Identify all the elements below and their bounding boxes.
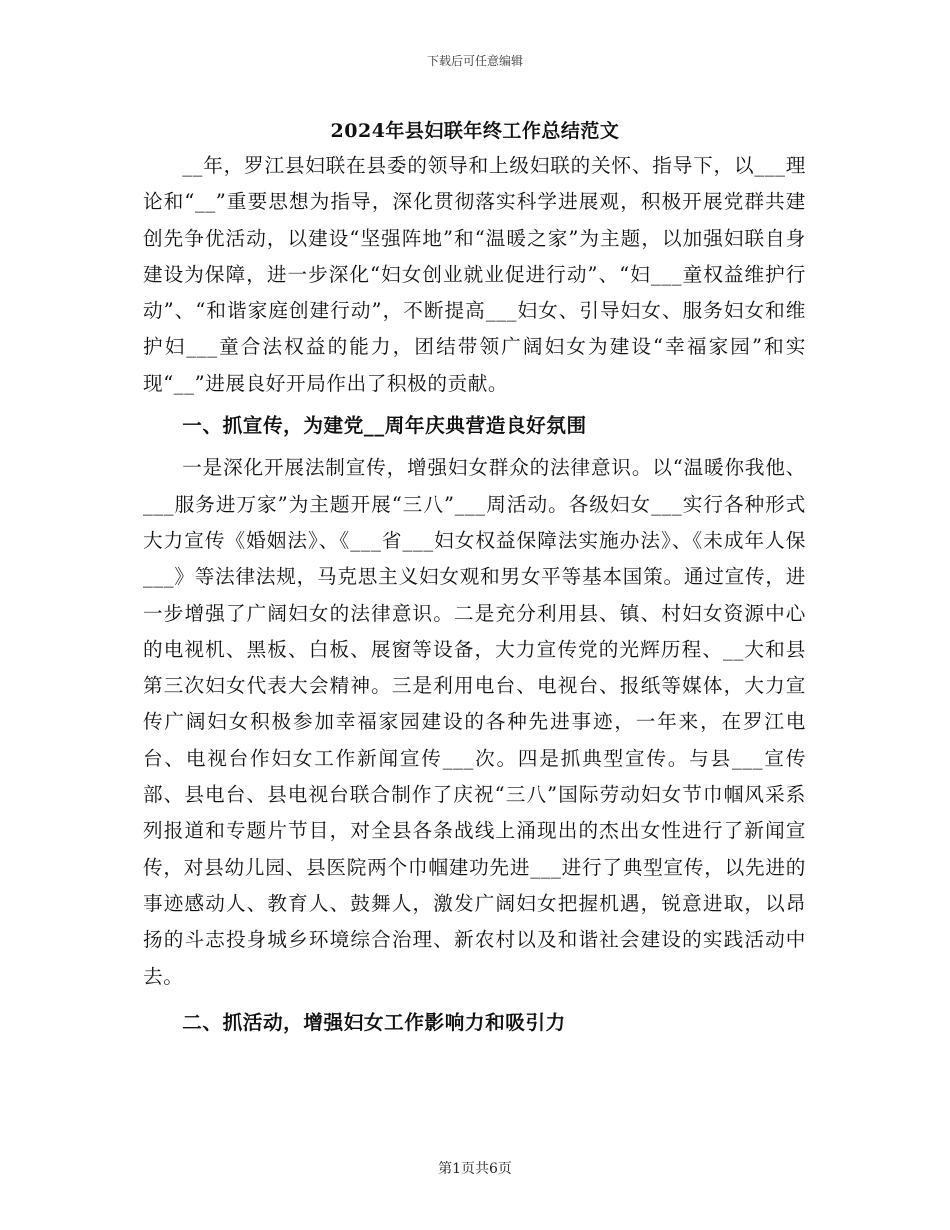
page-number: 第1页共6页 <box>438 1161 512 1177</box>
intro-paragraph: __年，罗江县妇联在县委的领导和上级妇联的关怀、指导下，以___理论和“__”重要思想为指导，深化贯彻落实科学进展观，积极开展党群共建创先争优活动，以建设“坚强阵地”和“温暖之家”为主题，以加强妇联自身建设为保障，进一步深化“妇女创业就业促进行动”、“妇___童权益维护行动”、“和谐家庭创建行动”，不断提高___妇女、引导妇女、服务妇女和维护妇___童合法权益的能力，团结带领广阔妇女为建设“幸福家园”和实现“__”进展良好开局作出了积极的贡献。 <box>143 154 806 395</box>
section-heading-2: 二、抓活动，增强妇女工作影响力和吸引力 <box>182 1010 566 1034</box>
header-note: 下载后可任意编辑 <box>426 54 523 68</box>
section-1-paragraph: 一是深化开展法制宣传，增强妇女群众的法律意识。以“温暖你我他、___服务进万家”为主题开展“三八”___周活动。各级妇女___实行各种形式大力宣传《婚姻法》、《___省___妇女权益保障法实施办法》、《未成年人保___》等法律法规，马克思主义妇女观和男女平等基本国策。通过宣传，进一步增强了广阔妇女的法律意识。二是充分利用县、镇、村妇女资源中心的电视机、黑板、白板、展窗等设备，大力宣传党的光辉历程、__大和县第三次妇女代表大会精神。三是利用电台、电视台、报纸等媒体，大力宣传广阔妇女积极参加幸福家园建设的各种先进事迹，一年来，在罗江电台、电视台作妇女工作新闻宣传___次。四是抓典型宣传。与县___宣传部、县电台、县电视台联合制作了庆祝“三八”国际劳动妇女节巾帼风采系列报道和专题片节目，对全县各条战线上涌现出的杰出女性进行了新闻宣传，对县幼儿园、县医院两个巾帼建功先进___进行了典型宣传，以先进的事迹感动人、教育人、鼓舞人，激发广阔妇女把握机遇，锐意进取，以昂扬的斗志投身城乡环境综合治理、新农村以及和谐社会建设的实践活动中去。 <box>143 456 806 988</box>
document-title: 2024年县妇联年终工作总结范文 <box>330 120 620 142</box>
section-heading-1: 一、抓宣传，为建党__周年庆典营造良好氛围 <box>182 414 587 438</box>
document-body <box>143 148 806 1041</box>
